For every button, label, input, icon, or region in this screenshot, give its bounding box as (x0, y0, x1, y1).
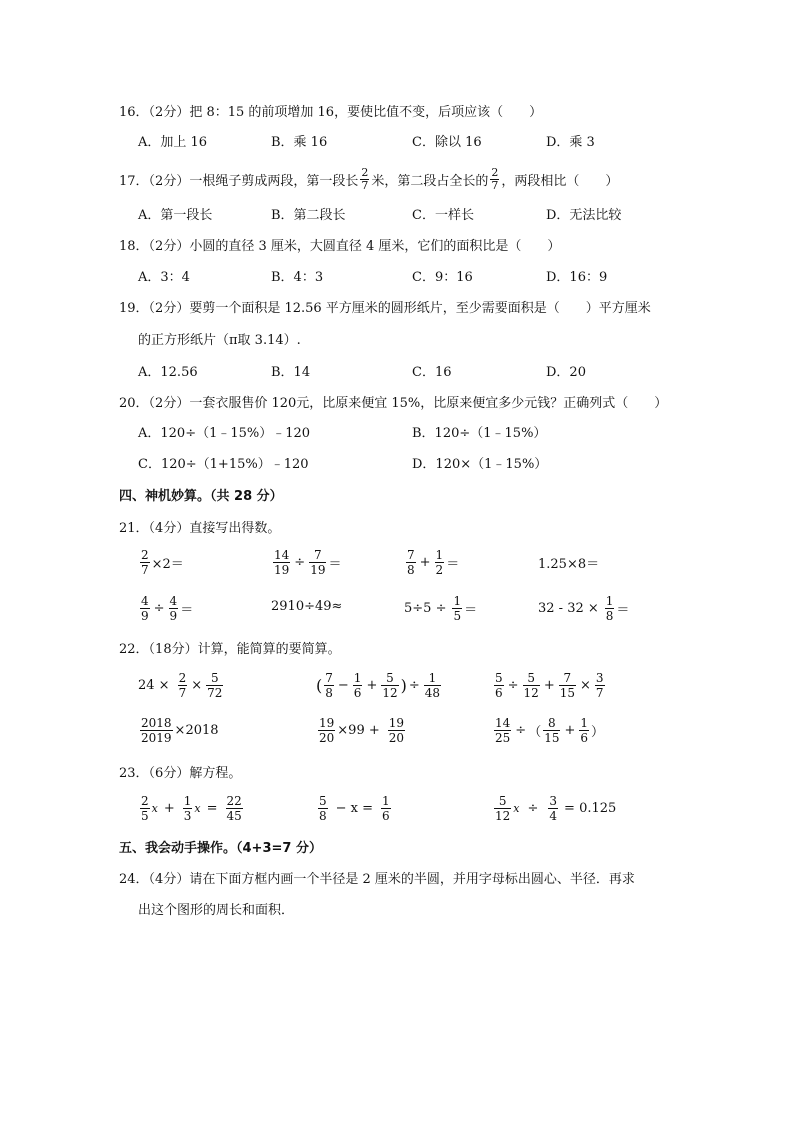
q19-option-a: A．12.56 (138, 365, 198, 380)
q16-option-a: A．加上 16 (138, 135, 208, 150)
q20-option-c: C．120÷（1+15%）﹣120 (138, 457, 309, 472)
q21-expression-6 (271, 599, 342, 614)
fraction (494, 671, 504, 700)
fraction (318, 794, 328, 823)
fraction-numerator: 14 (274, 548, 290, 562)
fraction (548, 794, 558, 823)
fraction-numerator: 2 (361, 165, 369, 179)
q21-expression-3 (404, 548, 459, 577)
operator: ÷ (527, 801, 539, 816)
q21-expression-2 (271, 548, 341, 577)
equals-sign: ＝ (180, 603, 194, 618)
operator: + (163, 801, 175, 816)
fraction (559, 671, 576, 700)
expression-text: ×2018 (174, 723, 219, 738)
expression-text: 24 × (138, 678, 170, 693)
fraction-numerator: 22 (226, 794, 242, 808)
right-paren: ） (591, 725, 605, 740)
q21-expression-7 (404, 594, 477, 623)
fraction-numerator: 19 (388, 716, 405, 730)
q19-option-d: D．20 (546, 365, 586, 380)
fraction-numerator: 5 (527, 671, 535, 685)
fraction (178, 671, 188, 700)
fraction (324, 671, 334, 700)
fraction (183, 794, 193, 823)
fraction-numerator: 7 (325, 671, 333, 685)
fraction-denominator: 19 (274, 563, 290, 577)
fraction-denominator: 12 (495, 809, 511, 823)
operator: ÷ (515, 723, 527, 738)
fraction-denominator: 7 (178, 686, 187, 700)
q17-stem (119, 162, 618, 196)
equals-sign: ＝ (446, 557, 460, 572)
fraction (595, 671, 605, 700)
variable-x: x (151, 802, 158, 815)
q17-option-a: A．第一段长 (138, 208, 213, 223)
fraction-numerator: 2 (178, 671, 187, 685)
q23-equation-3 (492, 794, 616, 823)
fraction-numerator: 1 (183, 794, 192, 808)
expression-text: 1.25×8＝ (538, 557, 600, 572)
fraction-denominator: 4 (549, 809, 558, 823)
fraction (140, 594, 150, 623)
equals-sign: = (206, 801, 218, 816)
fraction-numerator: 4 (141, 594, 149, 608)
equals-sign: ＝ (616, 603, 630, 618)
fraction-denominator: 8 (407, 563, 415, 577)
fraction-denominator: 6 (580, 731, 589, 745)
fraction-numerator: 1 (428, 671, 437, 685)
q19-option-c: C．16 (412, 365, 452, 380)
fraction-denominator: 6 (495, 686, 503, 700)
fraction-numerator: 7 (314, 548, 322, 562)
fraction-denominator: 5 (453, 609, 462, 623)
fraction-numerator: 2 (491, 165, 499, 179)
right-paren: ) (400, 676, 407, 695)
expression-text: ×2＝ (151, 557, 184, 572)
fraction-denominator: 9 (169, 609, 178, 623)
fraction-denominator: 7 (595, 686, 604, 700)
fraction-numerator: 4 (169, 594, 178, 608)
fraction-numerator: 5 (319, 794, 327, 808)
q20-stem: 20．（2分）一套衣服售价 120元，比原来便宜 15%，比原来便宜多少元钱？正确列式（ ） (119, 396, 668, 411)
q17-option-b: B．第二段长 (271, 208, 346, 223)
q18-option-d: D．16：9 (546, 270, 608, 285)
q24-line2: 出这个图形的周长和面积． (138, 903, 295, 918)
q22-expression-2 (316, 671, 443, 700)
operator: ÷ (153, 601, 165, 616)
fraction-numerator: 5 (386, 671, 394, 685)
q23-equation-1 (138, 794, 245, 823)
q21-expression-5 (138, 594, 193, 623)
fraction (309, 548, 326, 577)
q17-stem-part2: 米，第二段占全长的 (371, 173, 489, 189)
fraction-denominator: 7 (491, 178, 499, 192)
q21-expression-8 (538, 594, 629, 623)
q16-option-c: C．除以 16 (412, 135, 482, 150)
fraction (579, 716, 589, 745)
expression-text: 32 - 32 × (538, 601, 599, 616)
fraction-numerator: 7 (407, 548, 415, 562)
fraction (381, 671, 398, 700)
q17-stem-part1: 17．（2分）一根绳子剪成两段，第一段长 (119, 173, 359, 189)
fraction (206, 671, 223, 700)
section-4-title: 四、神机妙算。（共 28 分） (119, 489, 283, 504)
fraction-numerator: 5 (210, 671, 219, 685)
operator: ÷ (507, 678, 519, 693)
operator: + (366, 678, 378, 693)
q22-expression-4 (138, 716, 219, 745)
fraction-denominator: 20 (388, 731, 405, 745)
fraction-denominator: 48 (424, 686, 441, 700)
left-paren: ( (316, 676, 323, 695)
fraction (353, 671, 363, 700)
fraction-numerator: 19 (319, 716, 335, 730)
fraction (388, 716, 405, 745)
fraction-denominator: 6 (382, 809, 390, 823)
q17-stem-part3: ，两段相比（ ） (501, 173, 619, 189)
fraction-numerator: 3 (595, 671, 604, 685)
fraction (435, 548, 445, 577)
fraction-numerator: 2018 (141, 716, 172, 730)
fraction-numerator: 1 (580, 716, 589, 730)
q19-stem-line2: 的正方形纸片（π取 3.14）. (138, 333, 301, 348)
fraction-numerator: 1 (605, 594, 614, 608)
q17-fraction-share (490, 167, 499, 192)
fraction (523, 671, 540, 700)
fraction (273, 548, 290, 577)
fraction (169, 594, 179, 623)
fraction (605, 594, 615, 623)
q22-stem: 22．（18分）计算，能简算的要简算。 (119, 642, 341, 657)
expression-text: 2910÷49≈ (271, 599, 343, 614)
fraction-denominator: 8 (325, 686, 333, 700)
q20-option-d: D．120×（1﹣15%） (412, 457, 548, 472)
fraction-denominator: 7 (361, 178, 369, 192)
q20-option-a: A．120÷（1﹣15%）﹣120 (138, 426, 311, 441)
fraction-denominator: 45 (226, 809, 242, 823)
fraction-numerator: 2 (141, 548, 149, 562)
operator: + (419, 555, 431, 570)
q16-option-b: B．乘 16 (271, 135, 328, 150)
operator: + (564, 723, 576, 738)
fraction-denominator: 2 (435, 563, 444, 577)
expression-text: = 0.125 (564, 801, 617, 816)
q20-option-b: B．120÷（1﹣15%） (412, 426, 547, 441)
fraction (406, 548, 416, 577)
q16-option-d: D．乘 3 (546, 135, 595, 150)
fraction-denominator: 19 (310, 563, 326, 577)
fraction-denominator: 20 (319, 731, 335, 745)
fraction-denominator: 8 (319, 809, 327, 823)
fraction (140, 716, 173, 745)
q21-expression-4 (538, 553, 599, 572)
q18-stem: 18．（2分）小圆的直径 3 厘米，大圆直径 4 厘米，它们的面积比是（ ） (119, 239, 561, 254)
expression-text: − x = (335, 801, 374, 816)
fraction-numerator: 1 (453, 594, 462, 608)
left-paren: （ (528, 725, 542, 740)
fraction-denominator: 8 (605, 609, 614, 623)
fraction-denominator: 2019 (141, 731, 172, 745)
q17-option-c: C．一样长 (412, 208, 474, 223)
q22-expression-5 (316, 716, 407, 745)
variable-x: x (513, 802, 520, 815)
operator: ÷ (294, 555, 306, 570)
fraction-numerator: 2 (141, 794, 149, 808)
q23-stem: 23．（6分）解方程。 (119, 766, 242, 781)
fraction (543, 716, 560, 745)
fraction-denominator: 12 (523, 686, 539, 700)
operator: − (337, 678, 349, 693)
fraction-numerator: 5 (498, 794, 507, 808)
fraction-denominator: 15 (544, 731, 560, 745)
fraction (318, 716, 335, 745)
fraction-numerator: 8 (548, 716, 556, 730)
fraction-denominator: 15 (559, 686, 576, 700)
operator: ÷ (408, 678, 420, 693)
fraction-numerator: 1 (353, 671, 362, 685)
q21-expression-1 (138, 548, 184, 577)
fraction-denominator: 7 (141, 563, 149, 577)
q22-expression-3 (492, 671, 607, 700)
operator: × (191, 678, 203, 693)
q21-stem: 21．（4分）直接写出得数。 (119, 521, 281, 536)
fraction-numerator: 7 (563, 671, 572, 685)
fraction-denominator: 12 (382, 686, 398, 700)
equals-sign: ＝ (328, 557, 342, 572)
fraction (140, 794, 150, 823)
q23-equation-2 (316, 794, 393, 823)
fraction-numerator: 3 (549, 794, 558, 808)
fraction-denominator: 5 (141, 809, 149, 823)
q18-option-a: A．3：4 (138, 270, 190, 285)
q18-option-c: C．9：16 (412, 270, 473, 285)
q24-line1: 24．（4分）请在下面方框内画一个半径是 2 厘米的半圆，并用字母标出圆心、半径．再求 (119, 872, 635, 887)
q17-fraction-length (360, 167, 369, 192)
variable-x: x (194, 802, 201, 815)
q22-expression-6 (492, 716, 604, 745)
fraction-numerator: 1 (382, 794, 390, 808)
fraction-numerator: 1 (435, 548, 444, 562)
fraction (381, 794, 391, 823)
fraction-numerator: 14 (495, 716, 511, 730)
fraction-denominator: 3 (183, 809, 192, 823)
q19-stem-line1: 19．（2分）要剪一个面积是 12.56 平方厘米的圆形纸片，至少需要面积是（ ）平方厘米 (119, 301, 651, 316)
expression-text: ×99 + (337, 723, 380, 738)
q18-option-b: B．4：3 (271, 270, 324, 285)
fraction (494, 794, 511, 823)
operator: × (580, 678, 591, 693)
fraction (226, 794, 243, 823)
fraction (452, 594, 462, 623)
fraction-denominator: 9 (141, 609, 149, 623)
q17-option-d: D．无法比较 (546, 208, 622, 223)
q16-stem: 16．（2分）把 8：15 的前项增加 16，要使比值不变，后项应该（ ） (119, 105, 543, 120)
operator: + (543, 678, 555, 693)
fraction (424, 671, 441, 700)
fraction (140, 548, 150, 577)
q19-option-b: B．14 (271, 365, 311, 380)
q22-expression-1 (138, 671, 225, 700)
fraction-denominator: 6 (353, 686, 362, 700)
fraction (494, 716, 511, 745)
fraction-denominator: 25 (495, 731, 511, 745)
equals-sign: ＝ (464, 603, 478, 618)
fraction-numerator: 5 (495, 671, 503, 685)
section-5-title: 五、我会动手操作。（4+3=7 分） (119, 841, 322, 856)
expression-text: 5÷5 ÷ (404, 601, 447, 616)
fraction-denominator: 72 (207, 686, 223, 700)
